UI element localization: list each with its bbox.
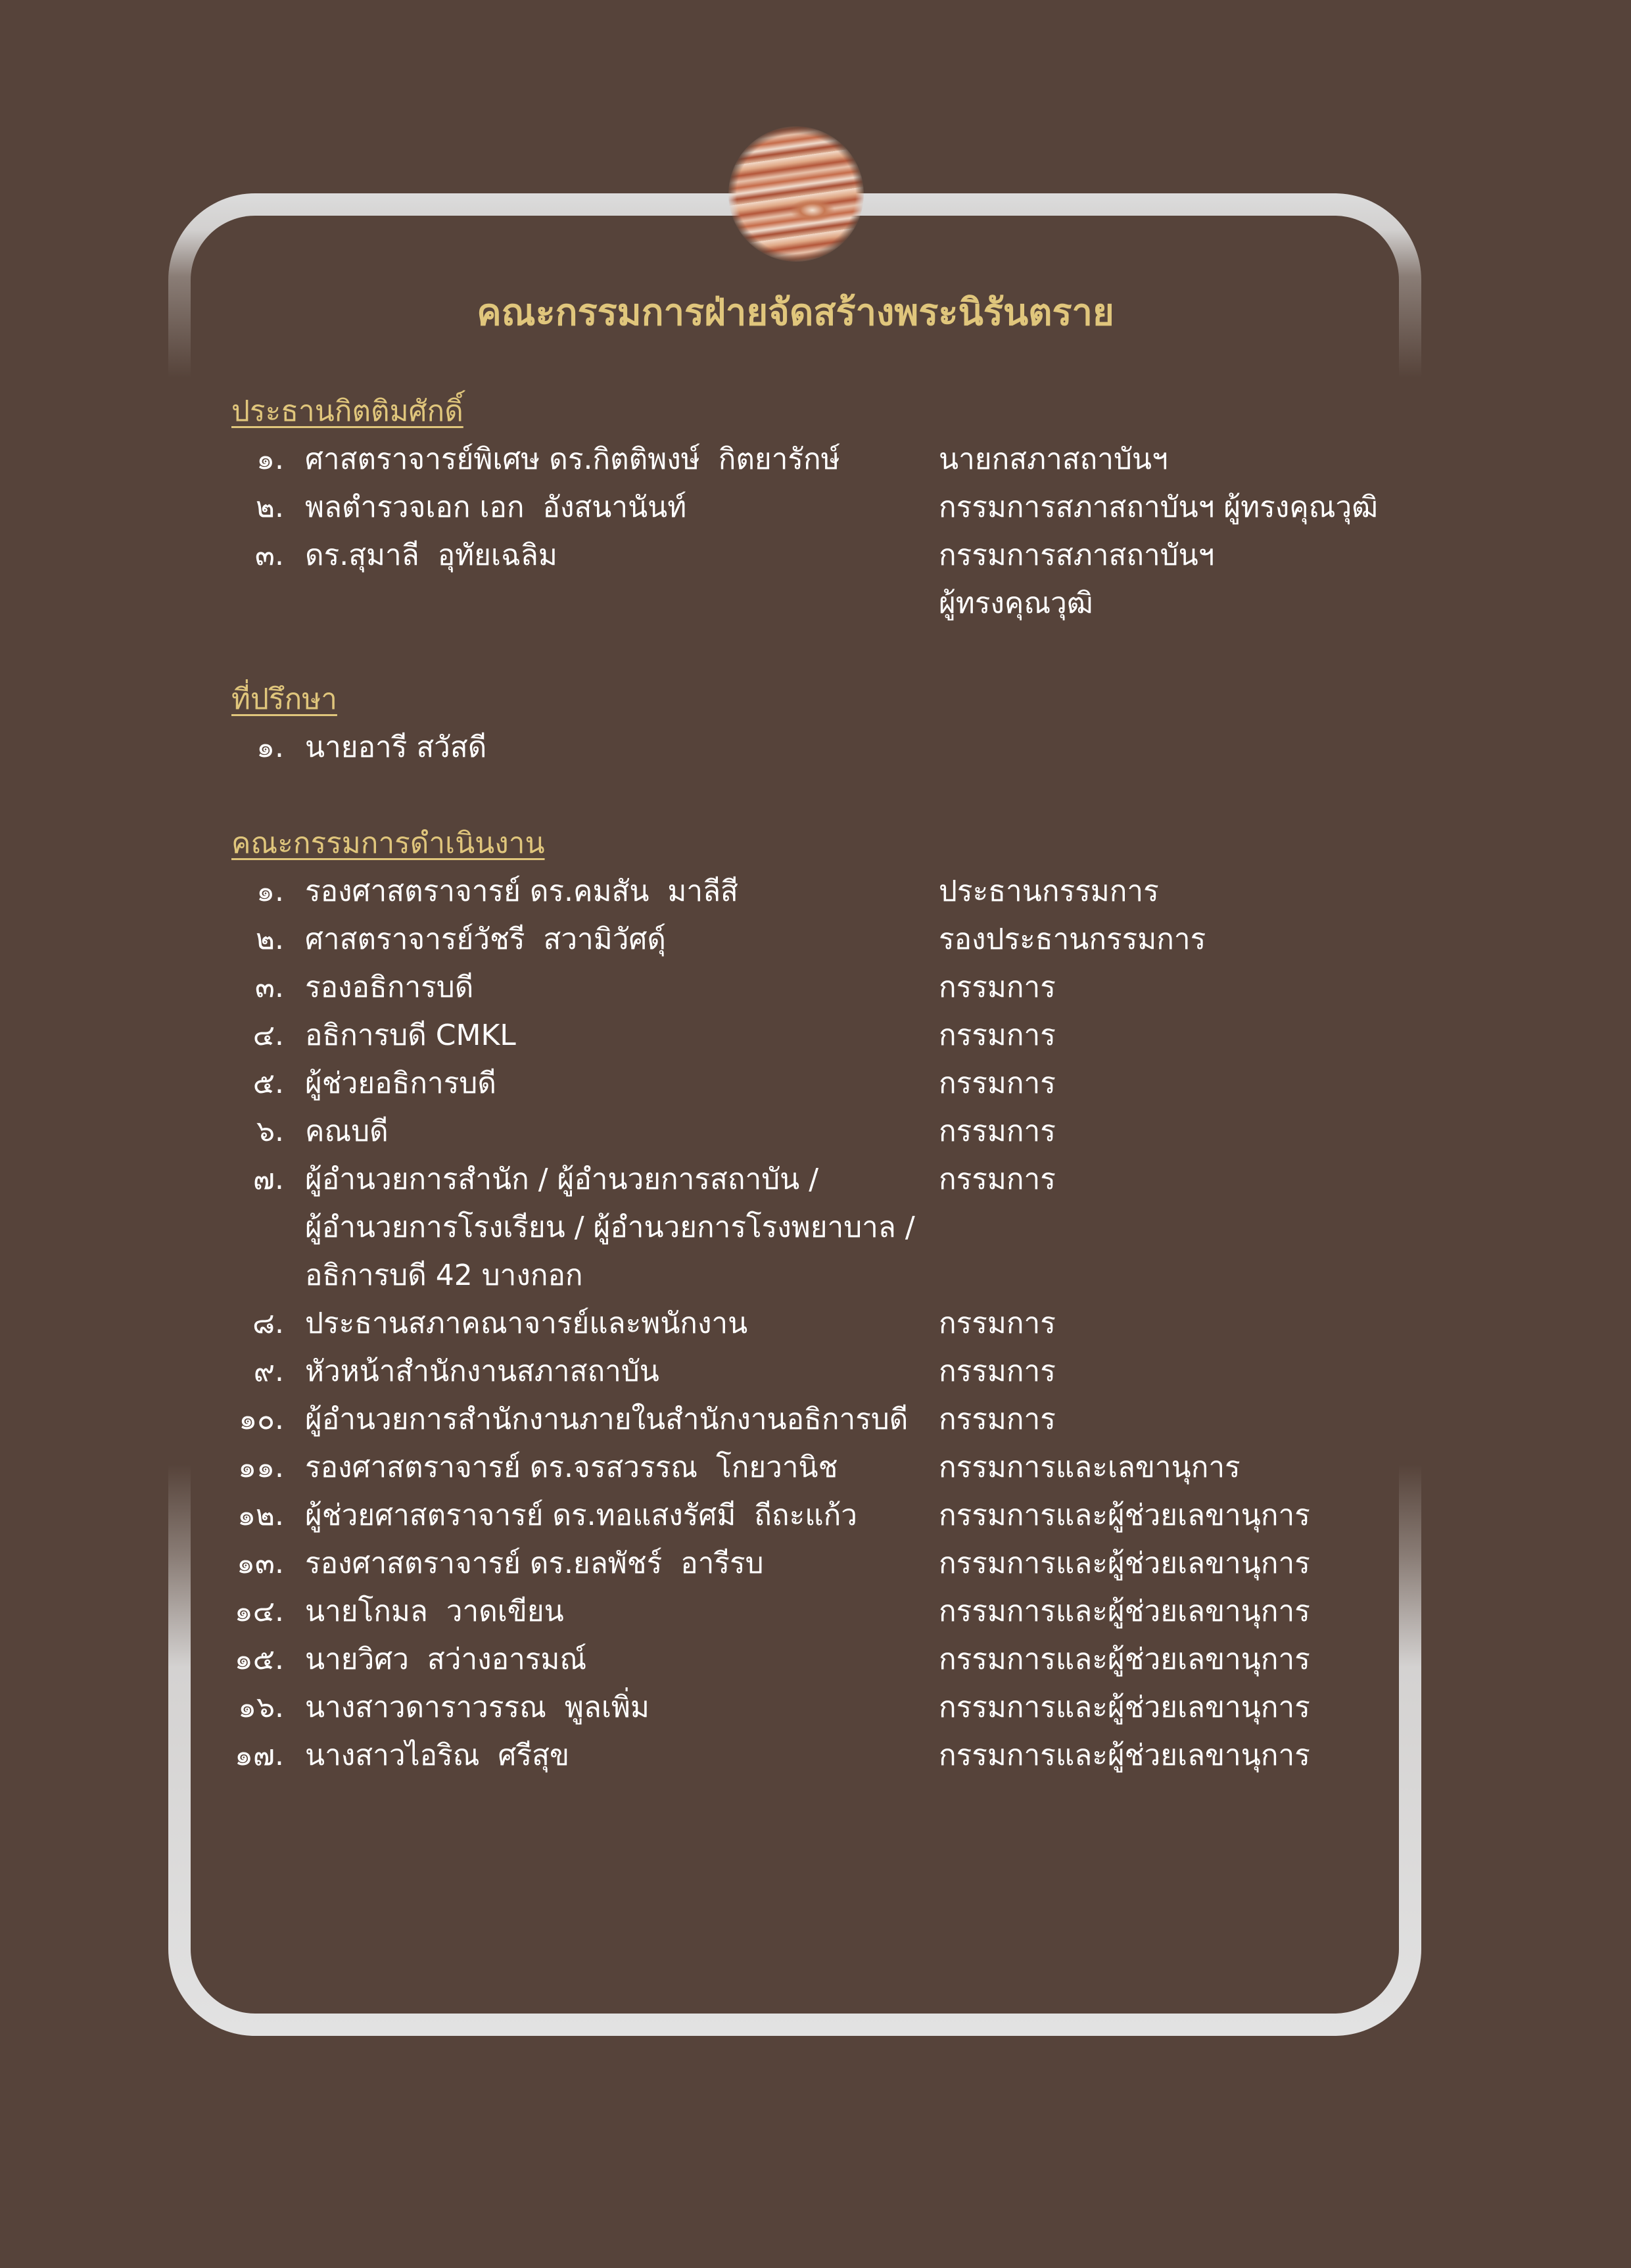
- member-role: กรรมการ: [939, 1115, 1056, 1148]
- member-role: รองประธานกรรมการ: [939, 923, 1206, 956]
- item-number: ๑.: [256, 443, 284, 476]
- member-role: กรรมการ: [939, 1067, 1056, 1100]
- item-number: ๒.: [256, 923, 284, 956]
- member-name: นายวิศว สว่างอารมณ์: [305, 1643, 587, 1676]
- item-number: ๘.: [252, 1307, 284, 1340]
- item-number: ๓.: [254, 539, 284, 572]
- member-role: กรรมการ: [939, 1019, 1056, 1052]
- member-role: กรรมการ: [939, 1163, 1056, 1196]
- item-number: ๑.: [256, 875, 284, 908]
- item-number: ๖.: [256, 1115, 284, 1148]
- member-role: กรรมการและผู้ช่วยเลขานุการ: [939, 1499, 1310, 1532]
- member-name: ผู้ช่วยอธิการบดี: [305, 1067, 496, 1100]
- member-name: ดร.สุมาลี อุทัยเฉลิม: [305, 539, 557, 572]
- member-name: รองศาสตราจารย์ ดร.ยลพัชร์ อารีรบ: [305, 1547, 764, 1580]
- planet-image: [728, 126, 864, 262]
- item-number: ๑๖.: [238, 1691, 284, 1724]
- page-title: คณะกรรมการฝ่ายจัดสร้างพระนิรันตราย: [477, 291, 1114, 334]
- member-name: ศาสตราจารย์พิเศษ ดร.กิตติพงษ์ กิตยารักษ์: [305, 443, 840, 476]
- member-role: กรรมการและเลขานุการ: [939, 1451, 1241, 1484]
- item-number: ๗.: [252, 1163, 284, 1196]
- member-name: นายอารี สวัสดี: [305, 731, 487, 764]
- member-role: กรรมการ: [939, 1403, 1056, 1436]
- honorary-heading: ประธานกิตติมศักดิ์: [231, 395, 463, 428]
- item-number: ๒.: [256, 491, 284, 524]
- member-role: กรรมการ: [939, 1355, 1056, 1388]
- committee-heading: คณะกรรมการดำเนินงาน: [231, 827, 545, 860]
- item-number: ๔.: [252, 1019, 284, 1052]
- member-name: นางสาวดาราวรรณ พูลเพิ่ม: [305, 1691, 650, 1724]
- member-role: กรรมการและผู้ช่วยเลขานุการ: [939, 1739, 1310, 1772]
- advisor-heading: ที่ปรึกษา: [231, 683, 337, 716]
- item-number: ๑.: [256, 731, 284, 764]
- member-name: คณบดี: [305, 1115, 389, 1148]
- member-role: กรรมการสภาสถาบันฯ ผู้ทรงคุณวุฒิ: [939, 491, 1378, 524]
- item-number: ๑๐.: [239, 1403, 284, 1436]
- member-name: ผู้อำนวยการสำนัก / ผู้อำนวยการสถาบัน / ผู้อำนวยการโรงเรียน / ผู้อำนวยการโรงพยาบาล / อธิการบดี 42 บางกอก: [305, 1163, 915, 1292]
- item-number: ๕.: [252, 1067, 284, 1100]
- member-role: นายกสภาสถาบันฯ: [939, 443, 1168, 476]
- member-role: กรรมการสภาสถาบันฯ ผู้ทรงคุณวุฒิ: [939, 539, 1215, 620]
- item-number: ๑๗.: [234, 1739, 284, 1772]
- member-name: อธิการบดี CMKL: [305, 1019, 516, 1052]
- member-role: กรรมการ: [939, 971, 1056, 1004]
- member-name: หัวหน้าสำนักงานสภาสถาบัน: [305, 1355, 659, 1388]
- member-name: รองอธิการบดี: [305, 971, 474, 1004]
- member-name: นายโกมล วาดเขียน: [305, 1595, 564, 1628]
- member-name: ผู้อำนวยการสำนักงานภายในสำนักงานอธิการบดี: [305, 1403, 909, 1436]
- item-number: ๑๕.: [234, 1643, 284, 1676]
- item-number: ๓.: [254, 971, 284, 1004]
- item-number: ๑๔.: [234, 1595, 284, 1628]
- member-name: ศาสตราจารย์วัชรี สวามิวัศดุ์: [305, 923, 666, 956]
- member-name: นางสาวไอริณ ศรีสุข: [305, 1739, 570, 1772]
- member-name: รองศาสตราจารย์ ดร.คมสัน มาลีสี: [305, 875, 738, 908]
- item-number: ๑๒.: [237, 1499, 284, 1532]
- member-role: กรรมการและผู้ช่วยเลขานุการ: [939, 1547, 1310, 1580]
- item-number: ๑๓.: [237, 1547, 284, 1580]
- member-role: กรรมการและผู้ช่วยเลขานุการ: [939, 1643, 1310, 1676]
- member-role: ประธานกรรมการ: [939, 875, 1159, 908]
- item-number: ๑๑.: [238, 1451, 284, 1484]
- member-role: กรรมการและผู้ช่วยเลขานุการ: [939, 1595, 1310, 1628]
- item-number: ๙.: [253, 1355, 284, 1388]
- member-role: กรรมการ: [939, 1307, 1056, 1340]
- member-name: ผู้ช่วยศาสตราจารย์ ดร.ทอแสงรัศมี ถีถะแก้ว: [305, 1499, 857, 1532]
- member-role: กรรมการและผู้ช่วยเลขานุการ: [939, 1691, 1310, 1724]
- member-name: ประธานสภาคณาจารย์และพนักงาน: [305, 1307, 748, 1340]
- member-name: รองศาสตราจารย์ ดร.จรสวรรณ โกยวานิช: [305, 1451, 838, 1484]
- member-name: พลตำรวจเอก เอก อังสนานันท์: [305, 491, 687, 524]
